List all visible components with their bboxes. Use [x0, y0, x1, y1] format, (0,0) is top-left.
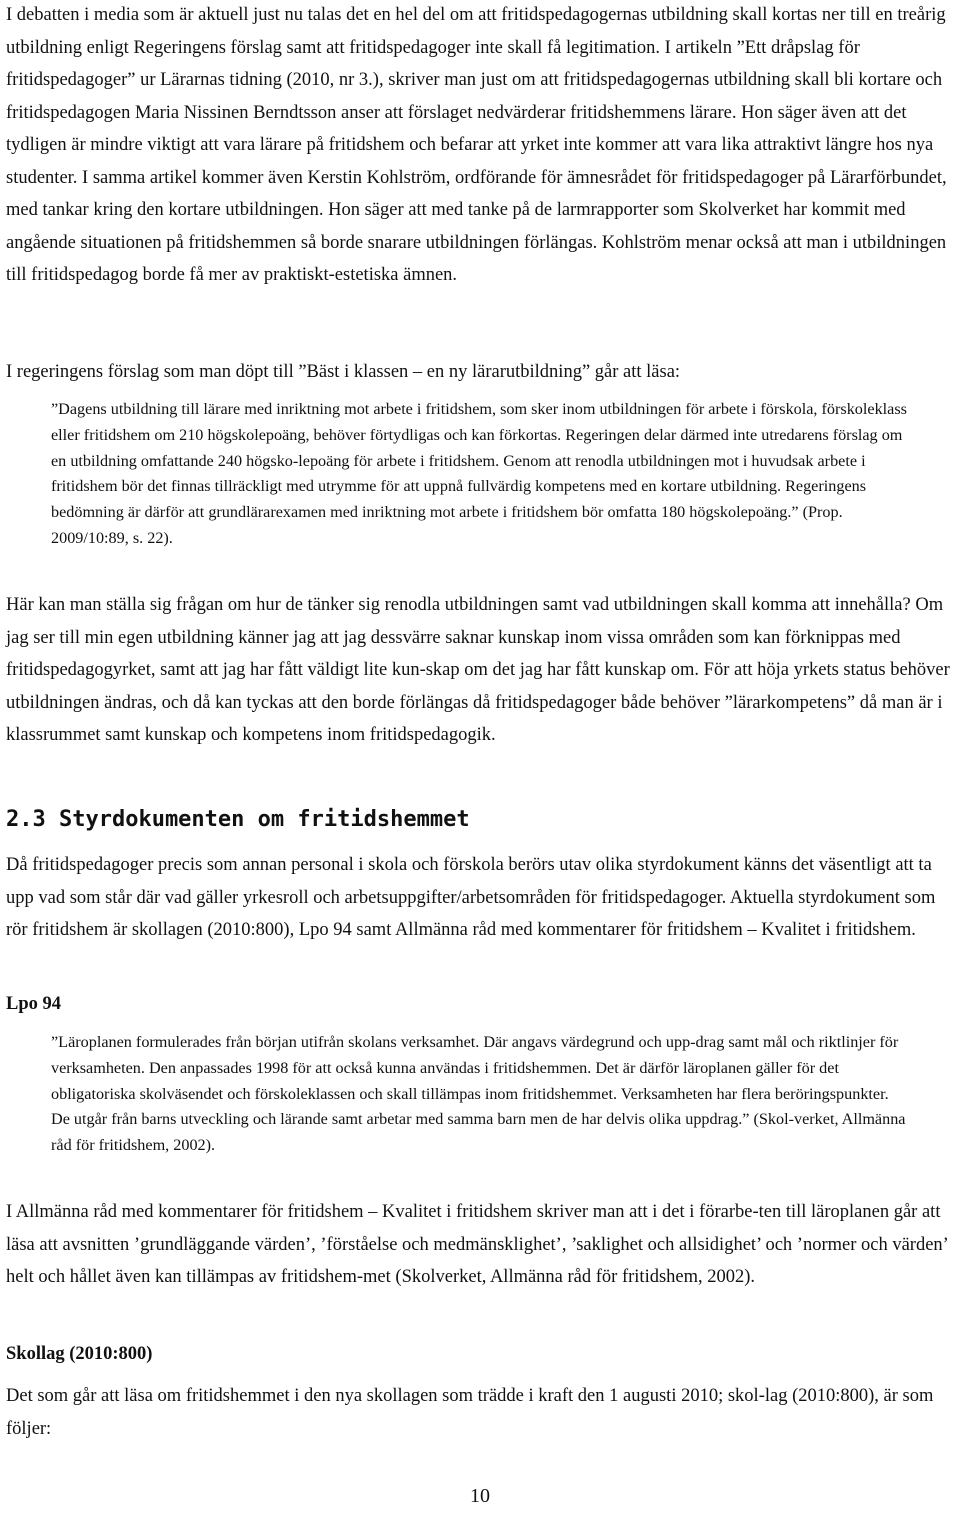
block-quote-proposition: ”Dagens utbildning till lärare med inriktning mot arbete i fritidshem, som sker inom utbildningen för arbete i förskola, förskoleklass eller fritidshem om 210 högskolepoäng, behöver förtydligas och kan förkortas. Regeringen delar därmed inte utredarens förslag om en utbildning omfattande 240 högsko-lepoäng för arbete i fritidshem. Genom att renodla utbildningen mot i huvudsak arbete i fritidshem bör det finnas tillräckligt med utrymme för att uppnå fullvärdig kompetens med en kortare utbildning. Regeringens bedömning är därför att grundlärarexamen med inriktning mot arbete i fritidshem bör omfatta 180 högskolepoäng.” (Prop. 2009/10:89, s. 22). [51, 400, 907, 547]
paragraph-debate: I debatten i media som är aktuell just nu talas det en hel del om att fritidspedagogernas utbildning skall kortas ner till en treårig utbildning enligt Regeringens förslag samt att fritidspedagoger inte skall få legitimation. I artikeln ”Ett dråpslag för fritidspedagoger” ur Lärarnas tidning (2010, nr 3.), skriver man just om att fritidspedagogernas utbildning skall bli kortare och fritidspedagogen Maria Nissinen Berndtsson anser att förslaget nedvärderar fritidshemmens lärare. Hon säger även att det tydligen är mindre viktigt att vara lärare på fritidshem och befarar att yrket inte kommer att vara lika attraktivt längre hos nya studenter. I samma artikel kommer även Kerstin Kohlström, ordförande för ämnesrådet för fritidspedagoger på Lärarförbundet, med tankar kring den kortare utbildningen. Hon säger att med tanke på de larmrapporter som Skolverket har kommit med angående situationen på fritidshemmen så borde snarare utbildningen förlängas. Kohlström menar också att man i utbildningen till fritidspedagog borde få mer av praktiskt-estetiska ämnen. [6, 5, 947, 285]
paragraph-proposal-intro: I regeringens förslag som man döpt till ”Bäst i klassen – en ny lärarutbildning” går att läsa: [6, 362, 681, 382]
subheading-lpo94: Lpo 94 [6, 994, 62, 1014]
block-quote-lpo94: ”Läroplanen formulerades från början utifrån skolans verksamhet. Där angavs värdegrund och upp-drag samt mål och riktlinjer för verksamheten. Den anpassades 1998 för att också kunna användas i fritidshemmen. Det är därför läroplanen gäller för det obligatoriska skolväsendet och förskoleklassen och skall tillämpas inom fritidshemmet. Verksamheten har flera beröringspunkter. De utgår från barns utveckling och lärande samt arbetar med samma barn men de har delvis olika uppdrag.” (Skol-verket, Allmänna råd för fritidshem, 2002). [51, 1033, 906, 1155]
paragraph-reflection: Här kan man ställa sig frågan om hur de tänker sig renodla utbildningen samt vad utbildningen skall komma att innehålla? Om jag ser till min egen utbildning känner jag att jag dessvärre saknar kunskap inom vissa områden som kan förknippas med fritidspedagogyrket, samt att jag har fått väldigt lite kun-skap om det jag har fått kunskap om. För att höja yrkets status behöver utbildningen ändras, och då kan tyckas att den borde förlängas då fritidspedagoger både behöver ”lärarkompetens” då man är i klassrummet samt kunskap och kompetens inom fritidspedagogik. [6, 595, 950, 745]
page-number: 10 [470, 1485, 490, 1507]
paragraph-school-law: Det som går att läsa om fritidshemmet i den nya skollagen som trädde i kraft den 1 augusti 2010; skol-lag (2010:800), är som följer: [6, 1386, 934, 1439]
section-heading: 2.3 Styrdokumenten om fritidshemmet [6, 807, 470, 832]
paragraph-steering-documents: Då fritidspedagoger precis som annan personal i skola och förskola berörs utav olika styrdokument känns det väsentligt att ta upp vad som står där vad gäller yrkesroll och arbetsuppgifter/arbetsområden för fritidspedagoger. Aktuella styrdokument som rör fritidshem är skollagen (2010:800), Lpo 94 samt Allmänna råd med kommentarer för fritidshem – Kvalitet i fritidshem. [6, 855, 936, 940]
paragraph-general-advice: I Allmänna råd med kommentarer för fritidshem – Kvalitet i fritidshem skriver man att i det i förarbe-ten till läroplanen går att läsa att avsnitten ’grundläggande värden’, ’förståelse och medmänsklighet’, ’saklighet och allsidighet’ och ’normer och värden’ helt och hållet även kan tillämpas av fritidshem-met (Skolverket, Allmänna råd för fritidshem, 2002). [6, 1202, 948, 1287]
subheading-skollag: Skollag (2010:800) [6, 1344, 153, 1364]
